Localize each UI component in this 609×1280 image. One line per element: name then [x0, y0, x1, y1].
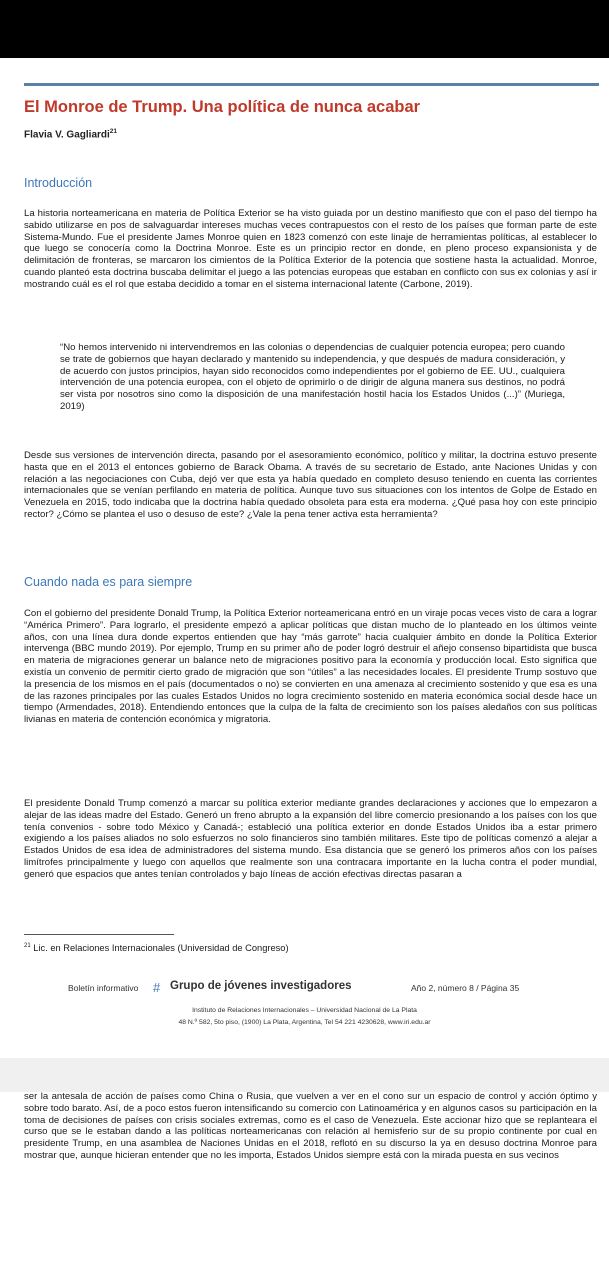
section-heading-second: Cuando nada es para siempre	[24, 575, 193, 589]
author-footnote-ref: 21	[109, 128, 118, 135]
article-title: El Monroe de Trump. Una política de nunca acabar	[24, 98, 421, 116]
article-author	[24, 128, 117, 140]
paragraph-foreign-policy: El presidente Donald Trump comenzó a marcar su política exterior mediante grandes declaraciones y acciones que lo empezaron a alejar de las ideas madre del Estado. Generó un freno abrupto a la expansión del libre comercio presionando a los países con los que tenía convenios - sobre todo México y Canadá-; estableció una política exterior en donde Estados Unidos iba a estar primero exigiendo a los países aliados no solo esfuerzos no solo financieros sino también militares. Este tipo de políticas comenzó a alejar a Estados Unidos de esa idea de administradores del sistema mundo. Esa distancia que se generó los primeros años con los países limítrofes principalmente y luego con aquellos que realmente son una contracara importante en la lucha contra el poder mundial, generó que espacios que antes tenían controlados y bajo líneas de acción efectivas directas pasaran a	[24, 798, 597, 880]
paragraph-doctrine: Desde sus versiones de intervención directa, pasando por el asesoramiento económico, político y militar, la doctrina estuvo presente hasta que en el 2013 el entonces gobierno de Barack Obama. A través de su secretario de Estado, ante Naciones Unidas y con relación a las negociaciones con Cuba, dejó ver que esta ya había quedado en completo desuso teniendo en cuenta las corrientes internacionales que se venían perfilando en materia de política. Aunque tuvo sus situaciones con los intentos de Golpe de Estado en Venezuela en 2015, todo indicaba que la doctrina había quedado obsoleta para esta era moderna. ¿Qué pasa hoy con este principio rector? ¿Cómo se plantea el uso o desuso de este? ¿Vale la pena tener activa esta herramienta?	[24, 450, 597, 520]
document-page	[0, 58, 609, 1058]
footnote-rule	[24, 934, 174, 935]
header-rule	[24, 83, 599, 86]
footnote-number: 21	[24, 943, 31, 949]
paragraph-continuation: ser la antesala de acción de países como China o Rusia, que vuelven a ver en el cono sur un espacio de control y acción óptimo y sobre todo barato. Así, de a poco estos fueron intensificando su comercio con Latinoamérica y en algunos casos su participación en la toma de decisiones de países con crisis sociales extremas, como es el caso de Venezuela. Este accionar hizo que se replanteara el curso que se le estaban dando a las políticas norteamericanas con relación al hemisferio sur de su propio continente por cual en presidente Trump, en una asamblea de Naciones Unidas en el 2018, reflotó en su discurso la ya en desuso doctrina Monroe para mostrar que, aunque hicieran entender que no les importa, Estados Unidos siempre está con la mirada puesta en sus vecinos	[24, 1091, 597, 1161]
footer-institute: Instituto de Relaciones Internacionales – Universidad Nacional de La Plata	[192, 1007, 417, 1014]
author-name: Flavia V. Gagliardi	[24, 129, 110, 141]
paragraph-intro: La historia norteamericana en materia de Política Exterior se ha visto guiada por un destino manifiesto que con el paso del tiempo ha sabido utilizarse en pos de salvaguardar intereses muchas veces contrapuestos con el resto de los países que forman parte de este Sistema-Mundo. Fue el presidente James Monroe quien en 1823 comenzó con este linaje de herramientas políticas, al establecer lo que luego se conocería como la Doctrina Monroe. Este es un principio rector en donde, en pleno proceso expansionista y de delimitación de fronteras, se marcaron los cimientos de la Política Exterior de la potencia que sostiene hasta la actualidad. Monroe, cuando planteó esta doctrina buscaba delimitar el juego a las potencias europeas que estaban en conflicto con sus ex colonias y así ir mostrando cuál es el rol que estaba decidido a tomar en el sistema internacional latente (Carbone, 2019).	[24, 208, 597, 290]
footer-issue: Año 2, número 8 / Página 35	[411, 983, 520, 993]
document-page-next	[0, 1092, 609, 1280]
footer-bulletin-line	[68, 980, 588, 1000]
footer-bulletin-label: Boletín informativo	[68, 983, 139, 993]
footer-address: 48 N.º 582, 5to piso, (1900) La Plata, Argentina, Tel 54 221 4230628, www.iri.edu.ar	[178, 1019, 431, 1026]
status-bar	[0, 0, 609, 58]
page-gap	[0, 1058, 609, 1092]
footnote-text: Lic. en Relaciones Internacionales (Universidad de Congreso)	[33, 943, 289, 954]
footer-brand: Grupo de jóvenes investigadores	[170, 980, 352, 992]
section-heading-intro: Introducción	[24, 176, 93, 190]
hash-logo-icon: #	[153, 980, 161, 995]
footnote	[24, 943, 289, 953]
block-quote: “No hemos intervenido ni intervendremos en las colonias o dependencias de cualquier potencia europea; pero cuando se trate de gobiernos que hayan declarado y mantenido su independencia, y que después de madura consideración, y de acuerdo con justos principios, hayan sido reconocidos como independientes por el gobierno de EE. UU., cualquiera intervención de una potencia europea, con el objeto de oprimirlo o de dirigir de alguna manera sus destinos, no podrá ser vista por nosotros sino como la disposición de una manifestación hostil hacia los Estados Unidos (...)” (Muriega, 2019)	[60, 342, 565, 412]
paragraph-trump: Con el gobierno del presidente Donald Trump, la Política Exterior norteamericana entró en un viraje pocas veces visto de cara a lograr “América Primero”. Para lograrlo, el presidente empezó a aplicar políticas que distan mucho de lo planteado en los últimos veinte años, con una línea dura donde expertos entienden que hay “más garrote” hacia cualquier ámbito en donde la Política Exterior intervenga (BBC mundo 2019). Por ejemplo, Trump en su primer año de poder logró destruir el añejo consenso bipartidista que busca en materia de migraciones generar un balance neto de migraciones positivo para la economía y producción local. Esto significa que existía un convenio de permitir cierto grado de migración que son “útiles” a las necesidades locales. El presidente Trump sostuvo que la presencia de los mismos en el país (documentados o no) se convierten en una amenaza al crecimiento sostenido y que esa es una de las razones principales por las cuales Estados Unidos no logra crecimiento sostenido en materia económica social desde hace un tiempo (Armendades, 2018). Entendiendo entonces que la culpa de la falta de crecimiento son los países aledaños con sus políticas livianas en materia de contención económica y migratoria.	[24, 608, 597, 726]
